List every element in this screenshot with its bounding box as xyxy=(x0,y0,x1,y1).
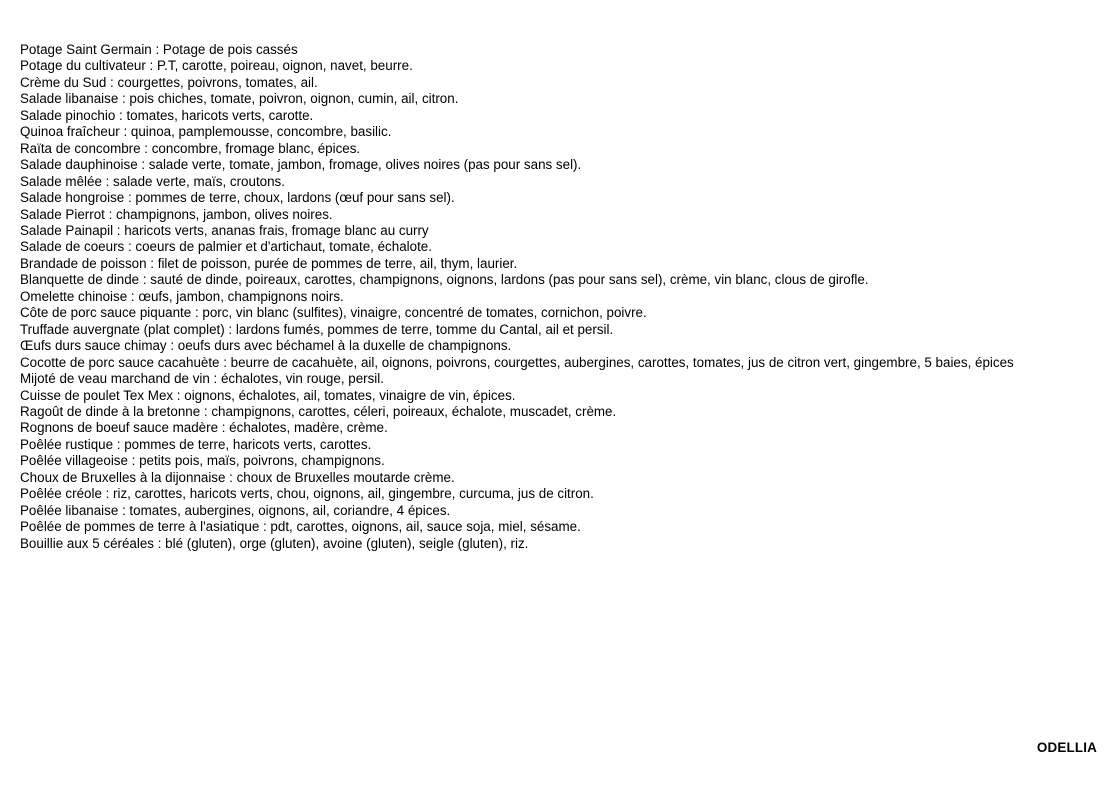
list-item: Bouillie aux 5 céréales : blé (gluten), orge (gluten), avoine (gluten), seigle (gluten), riz. xyxy=(20,535,529,551)
list-item: Choux de Bruxelles à la dijonnaise : choux de Bruxelles moutarde crème. xyxy=(20,469,455,485)
list-item: Côte de porc sauce piquante : porc, vin blanc (sulfites), vinaigre, concentré de tomates, cornichon, poivre. xyxy=(20,305,647,321)
list-item: Salade libanaise : pois chiches, tomate, poivron, oignon, cumin, ail, citron. xyxy=(20,91,459,107)
list-item: Œufs durs sauce chimay : oeufs durs avec béchamel à la duxelle de champignons. xyxy=(20,338,512,354)
list-item: Salade dauphinoise : salade verte, tomate, jambon, fromage, olives noires (pas pour sans sel). xyxy=(20,157,582,173)
list-item: Quinoa fraîcheur : quinoa, pamplemousse, concombre, basilic. xyxy=(20,124,392,140)
list-item: Raïta de concombre : concombre, fromage blanc, épices. xyxy=(20,140,361,156)
list-item: Salade Painapil : haricots verts, ananas frais, fromage blanc au curry xyxy=(20,222,429,238)
list-item: Truffade auvergnate (plat complet) : lardons fumés, pommes de terre, tomme du Cantal, ail et persil. xyxy=(20,321,614,337)
list-item: Ragoût de dinde à la bretonne : champignons, carottes, céleri, poireaux, échalote, muscadet, crème. xyxy=(20,403,617,419)
list-item: Omelette chinoise : œufs, jambon, champignons noirs. xyxy=(20,288,344,304)
list-item: Cuisse de poulet Tex Mex : oignons, échalotes, ail, tomates, vinaigre de vin, épices. xyxy=(20,387,516,403)
list-item: Poêlée libanaise : tomates, aubergines, oignons, ail, coriandre, 4 épices. xyxy=(20,502,451,518)
list-item: Mijoté de veau marchand de vin : échalotes, vin rouge, persil. xyxy=(20,371,384,387)
list-item: Poêlée rustique : pommes de terre, haricots verts, carottes. xyxy=(20,436,372,452)
list-item: Rognons de boeuf sauce madère : échalotes, madère, crème. xyxy=(20,420,388,436)
list-item: Potage Saint Germain : Potage de pois cassés xyxy=(20,42,298,57)
list-item: Salade mêlée : salade verte, maïs, croutons. xyxy=(20,173,285,189)
list-item: Blanquette de dinde : sauté de dinde, poireaux, carottes, champignons, oignons, lardons (pas pour sans sel), crème, vin blanc, clous de girofle. xyxy=(20,272,869,288)
list-item: Cocotte de porc sauce cacahuète : beurre de cacahuète, ail, oignons, poivrons, courgettes, aubergines, carottes, tomates, jus de citron vert, gingembre, 5 baies, épices xyxy=(20,354,1014,370)
list-item: Poêlée de pommes de terre à l'asiatique : pdt, carottes, oignons, ail, sauce soja, miel, sésame. xyxy=(20,519,581,535)
list-item: Brandade de poisson : filet de poisson, purée de pommes de terre, ail, thym, laurier. xyxy=(20,255,518,271)
list-item: Salade de coeurs : coeurs de palmier et d'artichaut, tomate, échalote. xyxy=(20,239,432,255)
dish-ingredient-list xyxy=(20,42,1080,552)
list-item: Salade pinochio : tomates, haricots verts, carotte. xyxy=(20,107,314,123)
list-item: Potage du cultivateur : P.T, carotte, poireau, oignon, navet, beurre. xyxy=(20,58,413,74)
list-item: Poêlée créole : riz, carottes, haricots verts, chou, oignons, ail, gingembre, curcuma, jus de citron. xyxy=(20,486,594,502)
list-item: Salade Pierrot : champignons, jambon, olives noires. xyxy=(20,206,333,222)
footer-brand: ODELLIA xyxy=(1036,740,1097,755)
list-item: Salade hongroise : pommes de terre, choux, lardons (œuf pour sans sel). xyxy=(20,190,455,206)
list-item: Crème du Sud : courgettes, poivrons, tomates, ail. xyxy=(20,74,318,90)
list-item: Poêlée villageoise : petits pois, maïs, poivrons, champignons. xyxy=(20,453,385,469)
